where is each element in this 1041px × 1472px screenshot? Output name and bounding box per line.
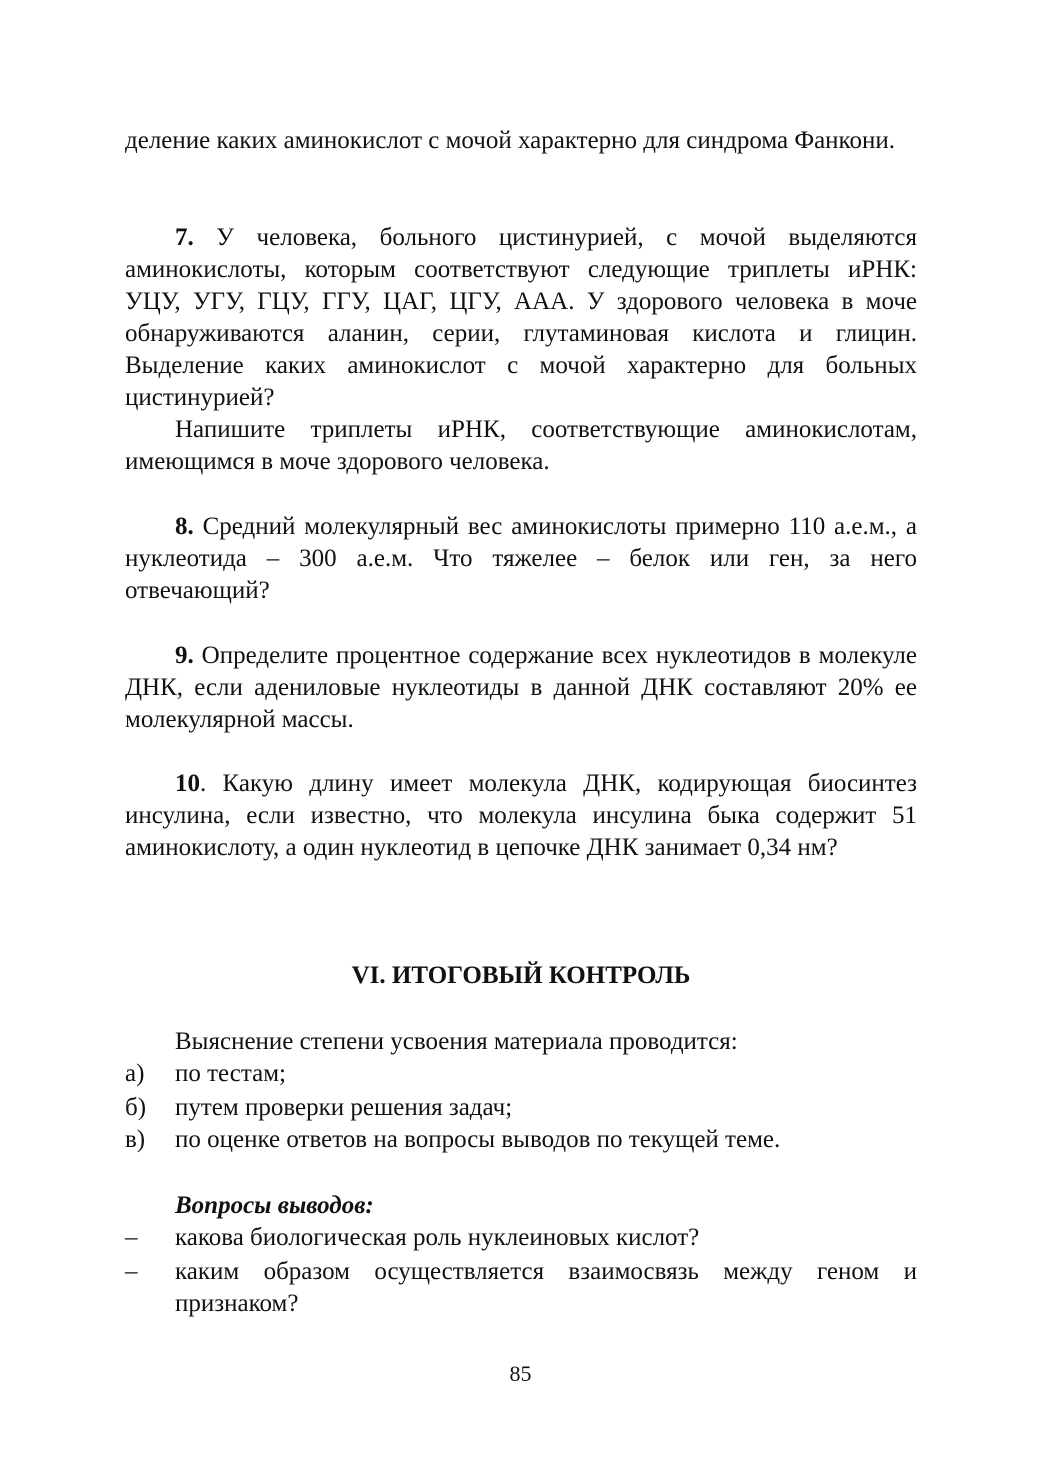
intro-paragraph: деление каких аминокислот с мочой характерно для синдрома Фанкони. xyxy=(125,127,895,154)
question-marker: – xyxy=(125,1224,138,1251)
task-10-paragraph xyxy=(125,768,917,864)
method-text: по тестам; xyxy=(175,1060,286,1087)
task-7-paragraph xyxy=(125,222,917,414)
question-item xyxy=(125,1222,917,1254)
method-text: по оценке ответов на вопросы выводов по текущей теме. xyxy=(175,1126,781,1153)
method-item xyxy=(125,1058,917,1090)
question-item xyxy=(125,1256,917,1320)
task-7-text: У человека, больного цистинурией, с мочой выделяются аминокислоты, которым соответствуют следующие триплеты иРНК: УЦУ, УГУ, ГЦУ, ГГУ, ЦАГ, ЦГУ, ААА. У здорового человека в моче обнаруживаются аланин, серии, глутаминовая кислота и глицин. Выделение каких аминокислот с мочой характерно для больных цистинурией? xyxy=(125,224,917,411)
question-text: какова биологическая роль нуклеиновых кислот? xyxy=(175,1224,700,1251)
task-10-text: . Какую длину имеет молекула ДНК, кодирующая биосинтез инсулина, если известно, что молекула инсулина быка содержит 51 аминокислоту, а один нуклеотид в цепочке ДНК занимает 0,34 нм? xyxy=(125,770,917,861)
task-8-paragraph xyxy=(125,511,917,607)
task-8-text: Средний молекулярный вес аминокислоты примерно 110 а.е.м., а нуклеотида – 300 а.е.м. Что тяжелее – белок или ген, за него отвечающий? xyxy=(125,513,917,604)
task-9-number: 9. xyxy=(175,642,194,669)
question-text: каким образом осуществляется взаимосвязь между геном и признаком? xyxy=(175,1258,917,1317)
method-marker: б) xyxy=(125,1094,147,1121)
method-marker: в) xyxy=(125,1126,146,1153)
task-8-number: 8. xyxy=(175,513,194,540)
method-text: путем проверки решения задач; xyxy=(175,1094,513,1121)
task-7-number: 7. xyxy=(175,224,194,251)
task-9-text: Определите процентное содержание всех нуклеотидов в молекуле ДНК, если адениловые нуклеотиды в данной ДНК составляют 20% ее молекулярной массы. xyxy=(125,642,917,733)
page-number: 85 xyxy=(509,1361,532,1386)
method-marker: а) xyxy=(125,1060,145,1087)
method-item xyxy=(125,1124,917,1156)
task-10-number: 10 xyxy=(175,770,200,797)
section-title: VI. ИТОГОВЫЙ КОНТРОЛЬ xyxy=(351,962,691,989)
method-item xyxy=(125,1092,917,1124)
questions-title: Вопросы выводов: xyxy=(175,1192,374,1219)
section-intro: Выяснение степени усвоения материала проводится: xyxy=(175,1028,738,1055)
task-7-followup: Напишите триплеты иРНК, соответствующие аминокислотам, имеющимся в моче здорового человека. xyxy=(125,416,917,475)
task-9-paragraph xyxy=(125,640,917,736)
question-marker: – xyxy=(125,1258,138,1285)
